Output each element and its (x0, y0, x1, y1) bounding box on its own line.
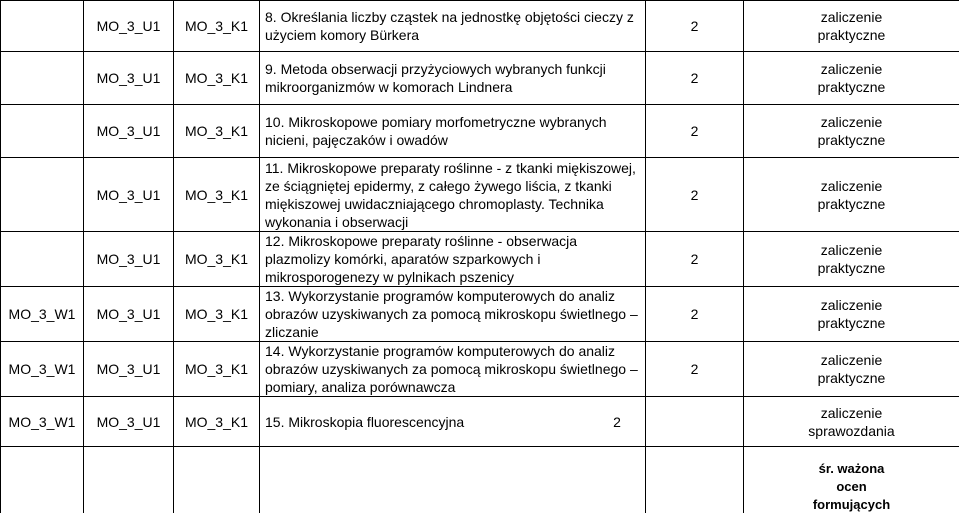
cell-assessment: zaliczenie praktyczne (744, 1, 959, 52)
cell-topic: 11. Mikroskopowe preparaty roślinne - z tkanki miękiszowej, ze ściągniętej epidermy, z całego żywego liścia, z tkanki miękiszowej uwidaczniającego chromoplasty. Technika wykonania i obserwacji (260, 158, 646, 232)
cell-effect-k: MO_3_K1 (174, 158, 260, 232)
cell-hours: 2 (646, 158, 744, 232)
cell-topic: 9. Metoda obserwacji przyżyciowych wybranych funkcji mikroorganizmów w komorach Lindnera (260, 52, 646, 105)
cell-effect-u: MO_3_U1 (84, 105, 174, 158)
cell-effect-k: MO_3_K1 (174, 342, 260, 397)
cell-effect-k: MO_3_K1 (174, 52, 260, 105)
cell-effect-k: MO_3_K1 (174, 1, 260, 52)
cell-effect-w (1, 105, 84, 158)
cell-effect-u: MO_3_U1 (84, 342, 174, 397)
cell-effect-w: MO_3_W1 (1, 342, 84, 397)
cell-topic (260, 397, 646, 447)
table-row (1, 1, 959, 52)
cell-effect-k: MO_3_K1 (174, 232, 260, 287)
cell-topic: 13. Wykorzystanie programów komputerowych do analiz obrazów uzyskiwanych za pomocą mikroskopu świetlnego – zliczanie (260, 287, 646, 342)
cell-hours: 2 (646, 105, 744, 158)
cell-hours (646, 397, 744, 447)
cell-assessment: zaliczenie praktyczne (744, 158, 959, 232)
cell-effect-u: MO_3_U1 (84, 287, 174, 342)
table-footer-row (1, 447, 959, 513)
topic-hours: 2 (613, 413, 621, 430)
cell-topic: 8. Określania liczby cząstek na jednostkę objętości cieczy z użyciem komory Bürkera (260, 1, 646, 52)
cell-hours: 2 (646, 342, 744, 397)
cell-effect-w: MO_3_W1 (1, 287, 84, 342)
table-row (1, 287, 959, 342)
table-row (1, 232, 959, 287)
cell-topic: 10. Mikroskopowe pomiary morfometryczne wybranych nicieni, pajęczaków i owadów (260, 105, 646, 158)
table-row (1, 397, 959, 447)
cell-effect-w (1, 52, 84, 105)
cell-hours: 2 (646, 287, 744, 342)
cell-topic: 14. Wykorzystanie programów komputerowych do analiz obrazów uzyskiwanych za pomocą mikroskopu świetlnego – pomiary, analiza porównawcza (260, 342, 646, 397)
cell-effect-u: MO_3_U1 (84, 232, 174, 287)
cell-topic: 12. Mikroskopowe preparaty roślinne - obserwacja plazmolizy komórki, aparatów szparkowych i mikrosporogenezy w pylnikach pszenicy (260, 232, 646, 287)
cell-effect-w (1, 1, 84, 52)
cell-assessment: zaliczenie praktyczne (744, 232, 959, 287)
cell-effect-u: MO_3_U1 (84, 52, 174, 105)
cell-effect-w (1, 232, 84, 287)
weighted-average-label: śr. ważona ocen formujących (744, 447, 959, 513)
table-row (1, 105, 959, 158)
table-row (1, 158, 959, 232)
table-row (1, 52, 959, 105)
cell-effect-k: MO_3_K1 (174, 397, 260, 447)
cell-hours: 2 (646, 52, 744, 105)
topic-text: 15. Mikroskopia fluorescencyjna (265, 413, 465, 430)
cell-assessment: zaliczenie praktyczne (744, 105, 959, 158)
cell-effect-w: MO_3_W1 (1, 397, 84, 447)
cell-effect-w (1, 158, 84, 232)
cell-hours: 2 (646, 232, 744, 287)
cell-hours: 2 (646, 1, 744, 52)
cell-effect-u: MO_3_U1 (84, 158, 174, 232)
cell-assessment: zaliczenie praktyczne (744, 52, 959, 105)
cell-effect-k: MO_3_K1 (174, 105, 260, 158)
cell-assessment: zaliczenie praktyczne (744, 287, 959, 342)
cell-effect-u: MO_3_U1 (84, 397, 174, 447)
cell-assessment: zaliczenie sprawozdania (744, 397, 959, 447)
cell-effect-u: MO_3_U1 (84, 1, 174, 52)
cell-assessment: zaliczenie praktyczne (744, 342, 959, 397)
cell-effect-k: MO_3_K1 (174, 287, 260, 342)
table-row (1, 342, 959, 397)
